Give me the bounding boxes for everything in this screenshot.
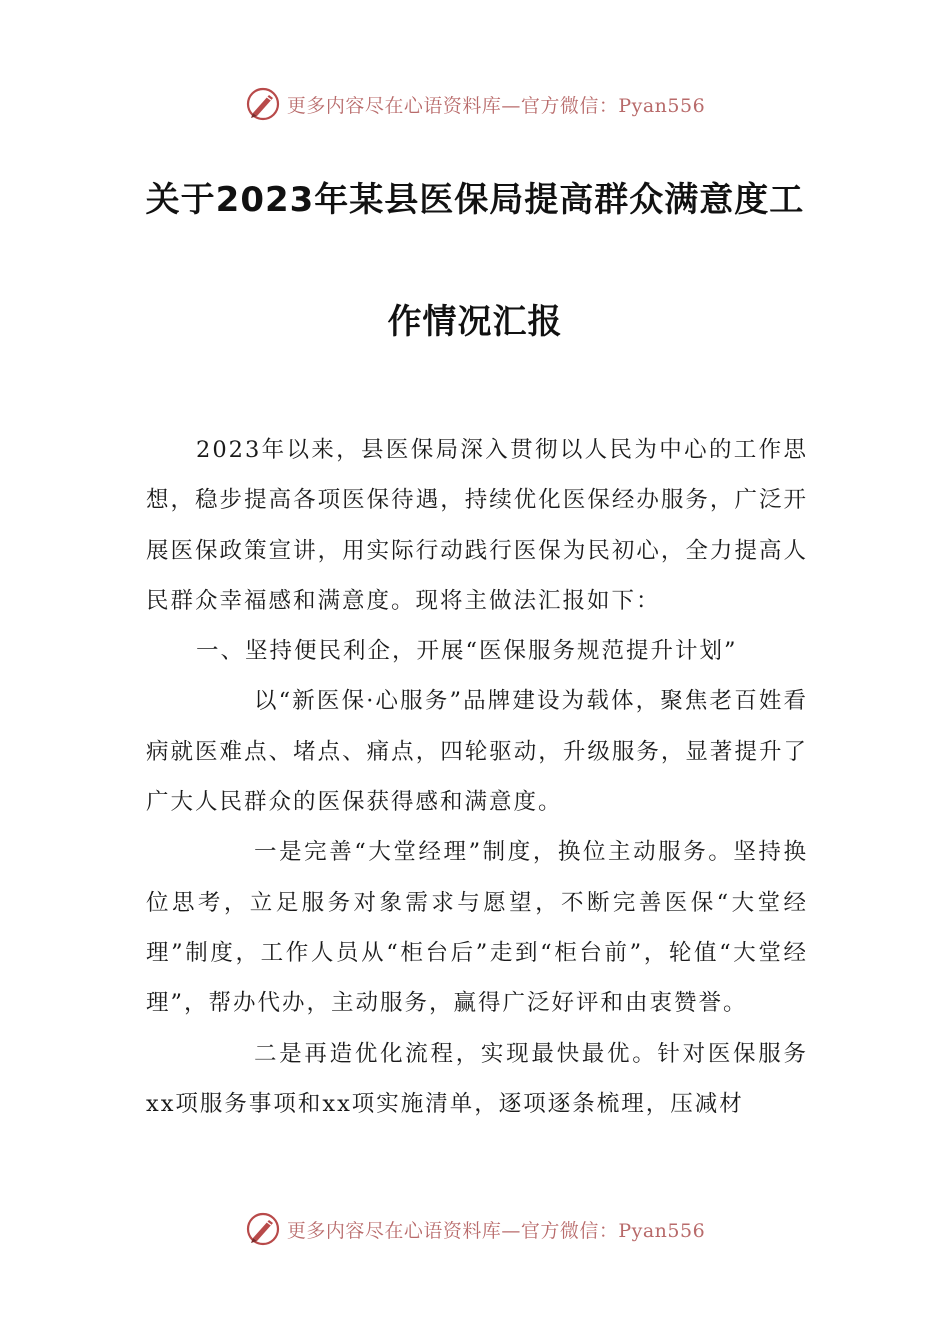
watermark-footer — [0, 1207, 950, 1251]
watermark-header — [0, 82, 950, 126]
pen-logo-icon — [245, 86, 281, 122]
pen-logo-icon — [245, 1211, 281, 1247]
paragraph-section-1-overview: 以“新医保·心服务”品牌建设为载体，聚焦老百姓看病就医难点、堵点、痛点，四轮驱动，升级服务，显著提升了广大人民群众的医保获得感和满意度。 — [146, 688, 808, 816]
paragraph-measure-2: 二是再造优化流程，实现最快最优。针对医保服务xx项服务事项和xx项实施清单，逐项逐条梳理，压减材 — [146, 1040, 808, 1117]
document-body — [146, 425, 808, 1129]
document-title-line2: 作情况汇报 — [387, 302, 563, 342]
document-title-line1: 关于2023年某县医保局提高群众满意度工 — [145, 180, 805, 220]
paragraph-intro: 2023年以来，县医保局深入贯彻以人民为中心的工作思想，稳步提高各项医保待遇，持续优化医保经办服务，广泛开展医保政策宣讲，用实际行动践行医保为民初心，全力提高人民群众幸福感和满意度。现将主做法汇报如下： — [146, 437, 808, 614]
watermark-text: 更多内容尽在心语资料库—官方微信：Pyan556 — [286, 94, 706, 117]
watermark-text: 更多内容尽在心语资料库—官方微信：Pyan556 — [286, 1219, 706, 1242]
paragraph-measure-1: 一是完善“大堂经理”制度，换位主动服务。坚持换位思考，立足服务对象需求与愿望，不断完善医保“大堂经理”制度，工作人员从“柜台后”走到“柜台前”，轮值“大堂经理”，帮办代办，主动服务，赢得广泛好评和由衷赞誉。 — [146, 839, 808, 1017]
section-heading-1: 一、坚持便民利企，开展“医保服务规范提升计划” — [196, 638, 738, 665]
